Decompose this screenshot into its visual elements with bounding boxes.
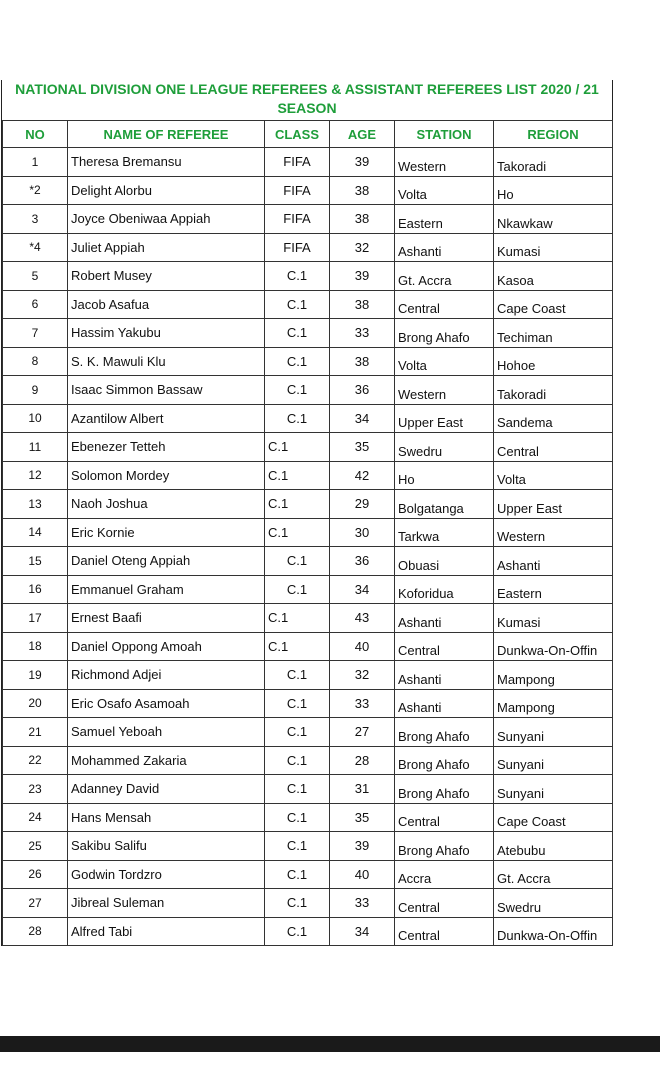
header-station: STATION [395,121,494,148]
cell-region: Atebubu [494,832,613,861]
table-row [3,632,613,661]
cell-class: C.1 [265,746,330,775]
table-row [3,148,613,177]
cell-region: Dunkwa-On-Offin [494,632,613,661]
table-header-row [3,121,613,148]
cell-station: Tarkwa [395,518,494,547]
table-row [3,433,613,462]
cell-age: 36 [330,376,395,405]
cell-age: 31 [330,775,395,804]
cell-region: Ashanti [494,547,613,576]
cell-station: Eastern [395,205,494,234]
table-row [3,205,613,234]
cell-name: Daniel Oppong Amoah [68,632,265,661]
cell-class: C.1 [265,518,330,547]
cell-station: Brong Ahafo [395,718,494,747]
cell-age: 36 [330,547,395,576]
table-row [3,803,613,832]
cell-class: C.1 [265,604,330,633]
cell-no: *4 [3,233,68,262]
cell-name: Juliet Appiah [68,233,265,262]
cell-no: 18 [3,632,68,661]
cell-no: 19 [3,661,68,690]
cell-name: Emmanuel Graham [68,575,265,604]
cell-region: Hohoe [494,347,613,376]
cell-region: Eastern [494,575,613,604]
cell-region: Kumasi [494,604,613,633]
cell-age: 33 [330,689,395,718]
table-row [3,832,613,861]
cell-region: Sunyani [494,775,613,804]
cell-name: Delight Alorbu [68,176,265,205]
table-row [3,404,613,433]
cell-region: Techiman [494,319,613,348]
cell-age: 35 [330,803,395,832]
cell-name: Robert Musey [68,262,265,291]
cell-class: FIFA [265,205,330,234]
cell-name: Jacob Asafua [68,290,265,319]
cell-name: Godwin Tordzro [68,860,265,889]
table-row [3,461,613,490]
cell-age: 38 [330,290,395,319]
cell-age: 34 [330,917,395,946]
cell-station: Accra [395,860,494,889]
table-row [3,518,613,547]
table-row [3,319,613,348]
cell-age: 38 [330,205,395,234]
table-row [3,290,613,319]
cell-age: 33 [330,889,395,918]
cell-no: 16 [3,575,68,604]
cell-class: C.1 [265,290,330,319]
cell-station: Koforidua [395,575,494,604]
table-row [3,718,613,747]
cell-name: Hans Mensah [68,803,265,832]
cell-class: C.1 [265,832,330,861]
cell-no: 8 [3,347,68,376]
cell-station: Volta [395,347,494,376]
cell-no: 22 [3,746,68,775]
cell-station: Swedru [395,433,494,462]
cell-station: Obuasi [395,547,494,576]
cell-station: Central [395,290,494,319]
cell-name: Theresa Bremansu [68,148,265,177]
cell-region: Nkawkaw [494,205,613,234]
cell-name: Mohammed Zakaria [68,746,265,775]
cell-class: C.1 [265,433,330,462]
referee-list-sheet [1,80,613,946]
cell-no: 6 [3,290,68,319]
table-row [3,575,613,604]
header-region: REGION [494,121,613,148]
cell-class: C.1 [265,575,330,604]
cell-station: Central [395,803,494,832]
cell-station: Central [395,917,494,946]
cell-class: C.1 [265,262,330,291]
table-row [3,176,613,205]
cell-name: Naoh Joshua [68,490,265,519]
cell-age: 32 [330,661,395,690]
cell-region: Cape Coast [494,290,613,319]
cell-no: 25 [3,832,68,861]
table-row [3,233,613,262]
table-row [3,262,613,291]
cell-class: C.1 [265,632,330,661]
cell-age: 34 [330,404,395,433]
cell-station: Ashanti [395,233,494,262]
cell-no: 13 [3,490,68,519]
cell-class: C.1 [265,547,330,576]
cell-no: 28 [3,917,68,946]
cell-no: 1 [3,148,68,177]
cell-region: Gt. Accra [494,860,613,889]
cell-age: 33 [330,319,395,348]
cell-name: Ernest Baafi [68,604,265,633]
cell-station: Central [395,889,494,918]
cell-name: Azantilow Albert [68,404,265,433]
cell-region: Takoradi [494,376,613,405]
cell-region: Western [494,518,613,547]
cell-name: Solomon Mordey [68,461,265,490]
cell-region: Kasoa [494,262,613,291]
cell-station: Brong Ahafo [395,775,494,804]
cell-class: C.1 [265,860,330,889]
header-class: CLASS [265,121,330,148]
cell-age: 39 [330,262,395,291]
cell-no: 27 [3,889,68,918]
cell-age: 34 [330,575,395,604]
table-row [3,775,613,804]
cell-age: 42 [330,461,395,490]
cell-region: Ho [494,176,613,205]
cell-class: FIFA [265,148,330,177]
cell-age: 38 [330,176,395,205]
cell-age: 43 [330,604,395,633]
cell-class: C.1 [265,404,330,433]
cell-age: 30 [330,518,395,547]
cell-age: 40 [330,632,395,661]
cell-age: 38 [330,347,395,376]
cell-no: 10 [3,404,68,433]
cell-no: 14 [3,518,68,547]
cell-age: 39 [330,832,395,861]
cell-class: C.1 [265,661,330,690]
cell-station: Ho [395,461,494,490]
bottom-bar [0,1036,660,1052]
cell-class: FIFA [265,233,330,262]
cell-region: Sunyani [494,746,613,775]
cell-no: 5 [3,262,68,291]
cell-region: Sunyani [494,718,613,747]
table-row [3,547,613,576]
cell-class: C.1 [265,347,330,376]
cell-no: 17 [3,604,68,633]
cell-name: Joyce Obeniwaa Appiah [68,205,265,234]
referee-table [2,120,613,946]
cell-age: 29 [330,490,395,519]
cell-name: Adanney David [68,775,265,804]
cell-station: Western [395,376,494,405]
cell-region: Central [494,433,613,462]
header-no: NO [3,121,68,148]
table-row [3,917,613,946]
cell-age: 40 [330,860,395,889]
header-name: NAME OF REFEREE [68,121,265,148]
cell-no: 12 [3,461,68,490]
cell-no: 3 [3,205,68,234]
cell-station: Volta [395,176,494,205]
cell-region: Upper East [494,490,613,519]
cell-station: Bolgatanga [395,490,494,519]
cell-name: Daniel Oteng Appiah [68,547,265,576]
cell-no: 9 [3,376,68,405]
cell-station: Upper East [395,404,494,433]
cell-region: Mampong [494,689,613,718]
cell-name: Ebenezer Tetteh [68,433,265,462]
cell-region: Volta [494,461,613,490]
cell-class: FIFA [265,176,330,205]
table-row [3,661,613,690]
cell-region: Cape Coast [494,803,613,832]
table-row [3,746,613,775]
cell-region: Sandema [494,404,613,433]
cell-station: Central [395,632,494,661]
table-row [3,604,613,633]
cell-age: 35 [330,433,395,462]
cell-name: Eric Osafo Asamoah [68,689,265,718]
cell-name: Richmond Adjei [68,661,265,690]
cell-no: 20 [3,689,68,718]
cell-no: 26 [3,860,68,889]
header-age: AGE [330,121,395,148]
table-row [3,860,613,889]
cell-class: C.1 [265,490,330,519]
table-row [3,889,613,918]
cell-region: Takoradi [494,148,613,177]
cell-no: 7 [3,319,68,348]
cell-age: 39 [330,148,395,177]
cell-class: C.1 [265,319,330,348]
cell-station: Ashanti [395,604,494,633]
table-row [3,689,613,718]
cell-age: 28 [330,746,395,775]
cell-station: Brong Ahafo [395,746,494,775]
cell-class: C.1 [265,803,330,832]
cell-region: Kumasi [494,233,613,262]
cell-no: 24 [3,803,68,832]
cell-age: 32 [330,233,395,262]
cell-name: Samuel Yeboah [68,718,265,747]
cell-name: Alfred Tabi [68,917,265,946]
cell-region: Dunkwa-On-Offin [494,917,613,946]
table-row [3,347,613,376]
cell-class: C.1 [265,775,330,804]
cell-region: Mampong [494,661,613,690]
cell-no: 23 [3,775,68,804]
cell-station: Ashanti [395,661,494,690]
cell-class: C.1 [265,376,330,405]
document-title: NATIONAL DIVISION ONE LEAGUE REFEREES & ASSISTANT REFEREES LIST 2020 / 21 SEASON [15,81,599,116]
cell-class: C.1 [265,917,330,946]
cell-name: Jibreal Suleman [68,889,265,918]
cell-age: 27 [330,718,395,747]
cell-no: 15 [3,547,68,576]
cell-class: C.1 [265,718,330,747]
cell-no: 11 [3,433,68,462]
cell-class: C.1 [265,461,330,490]
table-row [3,490,613,519]
cell-station: Western [395,148,494,177]
cell-no: *2 [3,176,68,205]
cell-name: Isaac Simmon Bassaw [68,376,265,405]
cell-no: 21 [3,718,68,747]
table-row [3,376,613,405]
cell-class: C.1 [265,889,330,918]
cell-name: Eric Kornie [68,518,265,547]
cell-name: Sakibu Salifu [68,832,265,861]
cell-station: Gt. Accra [395,262,494,291]
cell-name: Hassim Yakubu [68,319,265,348]
cell-station: Brong Ahafo [395,832,494,861]
cell-class: C.1 [265,689,330,718]
cell-region: Swedru [494,889,613,918]
cell-name: S. K. Mawuli Klu [68,347,265,376]
cell-station: Ashanti [395,689,494,718]
cell-station: Brong Ahafo [395,319,494,348]
